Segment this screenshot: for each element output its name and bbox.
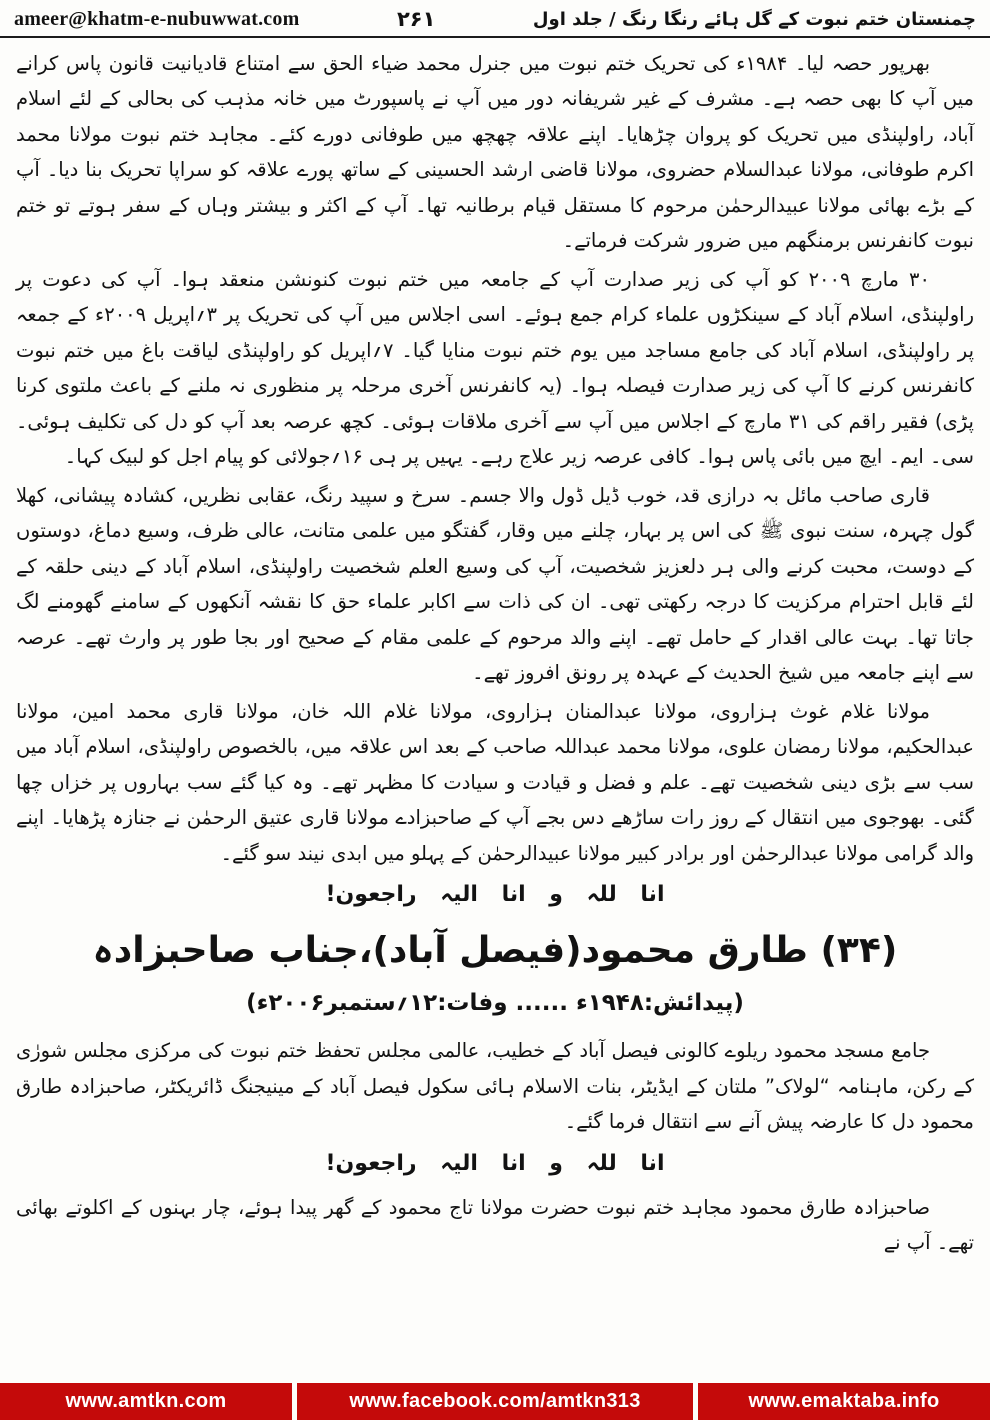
paragraph-6: صاحبزادہ طارق محمود مجاہد ختم نبوت حضرت مولانا تاج محمود کے گھر پیدا ہوئے، چار بہنوں کے اکلوتے بھائی تھے۔ آپ نے xyxy=(16,1195,974,1255)
footer-url-facebook: www.facebook.com/amtkn313 xyxy=(297,1383,693,1420)
paragraph-5: جامع مسجد محمود ریلوے کالونی فیصل آباد کے خطیب، عالمی مجلس تحفظ ختم نبوت کی مرکزی مجلس شورٰی کے رکن، ماہنامہ “لولاک” ملتان کے ایڈیٹر، بنات الاسلام ہائی سکول فیصل آباد کے مینیجنگ ڈائریکٹر، صاحبزادہ طارق محمود دل کا عارضہ پیش آنے سے انتقال فرما گئے۔ xyxy=(16,1039,974,1134)
paragraph-4: مولانا غلام غوث ہزاروی، مولانا عبدالمنان ہزاروی، مولانا غلام اللہ خان، مولانا قاری محمد امین، مولانا عبدالحکیم، مولانا رمضان علوی، مولانا محمد عبداللہ صاحب کے بعد اس علاقہ میں، بالخصوص راولپنڈی، اسلام آباد میں سب سے بڑی دینی شخصیت تھے۔ علم و فضل و قیادت و سیادت کا مظہر تھے۔ وہ کیا گئے سب بہاروں پر خزاں چھا گئی۔ بھوجوی میں انتقال کے روز رات ساڑھے دس بجے آپ کے صاحبزادے مولانا قاری عتیق الرحمٰن نے جنازہ پڑھایا۔ اپنے والد گرامی مولانا عبدالرحمٰن اور برادر کبیر مولانا عبیدالرحمٰن کے پہلو میں ابدی نیند سو گئے۔ xyxy=(16,699,974,865)
book-title: چمنستان ختم نبوت کے گل ہائے رنگا رنگ / جلد اول xyxy=(532,8,976,30)
paragraph-3: قاری صاحب مائل بہ درازی قد، خوب ڈیل ڈول والا جسم۔ سرخ و سپید رنگ، عقابی نظریں، کشادہ پیشانی، کھلا گول چہرہ، سنت نبوی ﷺ کی اس پر بہار، چلنے میں وقار، گفتگو میں علمی متانت، عالی ظرف، وسیع دماغ، دوستوں کے دوست، محبت کرنے والی ہر دلعزیز شخصیت، آپ کی وسیع العلم شخصیت راولپنڈی، اسلام آباد کے دینی حلقہ کے لئے قابل احترام مرکزیت کا درجہ رکھتی تھی۔ ان کی ذات سے اکابر علماء حق کا نقشہ آنکھوں کے سامنے گھومنے لگ جاتا تھا۔ بہت عالی اقدار کے حامل تھے۔ اپنے والد مرحوم کے علمی مقام کے صحیح اور بجا طور پر وارث تھے۔ عرصہ سے اپنے جامعہ میں شیخ الحدیث کے عہدہ پر رونق افروز تھے۔ xyxy=(16,483,974,685)
dua-line-2: انا للہ و انا الیہ راجعون! xyxy=(325,1150,665,1176)
entry-heading: (۳۴) طارق محمود(فیصل آباد)،جناب صاحبزادہ xyxy=(92,930,898,972)
page-header xyxy=(0,0,990,38)
footer-url-emaktaba: www.emaktaba.info xyxy=(698,1383,990,1420)
dua-line-1: انا للہ و انا الیہ راجعون! xyxy=(325,882,665,908)
paragraph-1: بھرپور حصہ لیا۔ ۱۹۸۴ء کی تحریک ختم نبوت میں جنرل محمد ضیاء الحق سے امتناع قادیانیت قانون پاس کرانے میں آپ کا بھی حصہ ہے۔ مشرف کے غیر شریفانہ دور میں آپ نے پاسپورٹ میں خانہ مذہب کی بحالی کے لئے اسلام آباد، راولپنڈی میں تحریک کو پروان چڑھایا۔ اپنے علاقہ چھچھ میں طوفانی دورے کئے۔ مجاہد ختم نبوت مولانا محمد اکرم طوفانی، مولانا عبدالسلام حضروی، مولانا قاضی ارشد الحسینی کے ساتھ پورے علاقہ کو سراپا تحریک بنا دیا۔ آپ کے بڑے بھائی مولانا عبیدالرحمٰن مرحوم کا مستقل قیام برطانیہ تھا۔ آپ کے اکثر و بیشتر وہاں کے سفر ہوتے تو ختم نبوت کانفرنس برمنگھم میں ضرور شرکت فرماتے۔ xyxy=(16,52,974,253)
page-footer xyxy=(0,1380,990,1420)
birth-death-line: (پیدائش:۱۹۴۸ء ...... وفات:۱۲؍ستمبر۲۰۰۶ء) xyxy=(246,990,744,1017)
header-email: ameer@khatm-e-nubuwwat.com xyxy=(14,7,300,30)
page-number: ۲۶۱ xyxy=(396,7,436,31)
paragraph-2: ۳۰ مارچ ۲۰۰۹ کو آپ کی زیر صدارت آپ کے جامعہ میں ختم نبوت کنونشن منعقد ہوا۔ آپ کی دعوت پر راولپنڈی، اسلام آباد کے سینکڑوں علماء کرام جمع ہوئے۔ اسی اجلاس میں آپ کی تحریک پر ۳؍اپریل ۲۰۰۹ء کے جمعہ پر راولپنڈی، اسلام آباد کی جامع مساجد میں یوم ختم نبوت منایا گیا۔ ۷؍اپریل کو راولپنڈی لیاقت باغ میں ختم نبوت کانفرنس کرنے کا آپ کی زیر صدارت فیصلہ ہوا۔ (یہ کانفرنس آخری مرحلہ پر منظوری نہ ملنے کے باعث ملتوی کرنا پڑی) فقیر راقم کی ۳۱ مارچ کے اجلاس میں آپ سے آخری ملاقات ہوئی۔ کچھ عرصہ بعد آپ کو دل کی تکلیف ہوئی۔ سی۔ ایم۔ ایچ میں بائی پاس ہوا۔ کافی عرصہ زیر علاج رہے۔ یہیں پر ہی ۱۶؍جولائی کو پیام اجل کو لبیک کہا۔ xyxy=(16,267,974,469)
page-content xyxy=(0,38,990,1380)
footer-url-amtkn: www.amtkn.com xyxy=(0,1383,292,1420)
